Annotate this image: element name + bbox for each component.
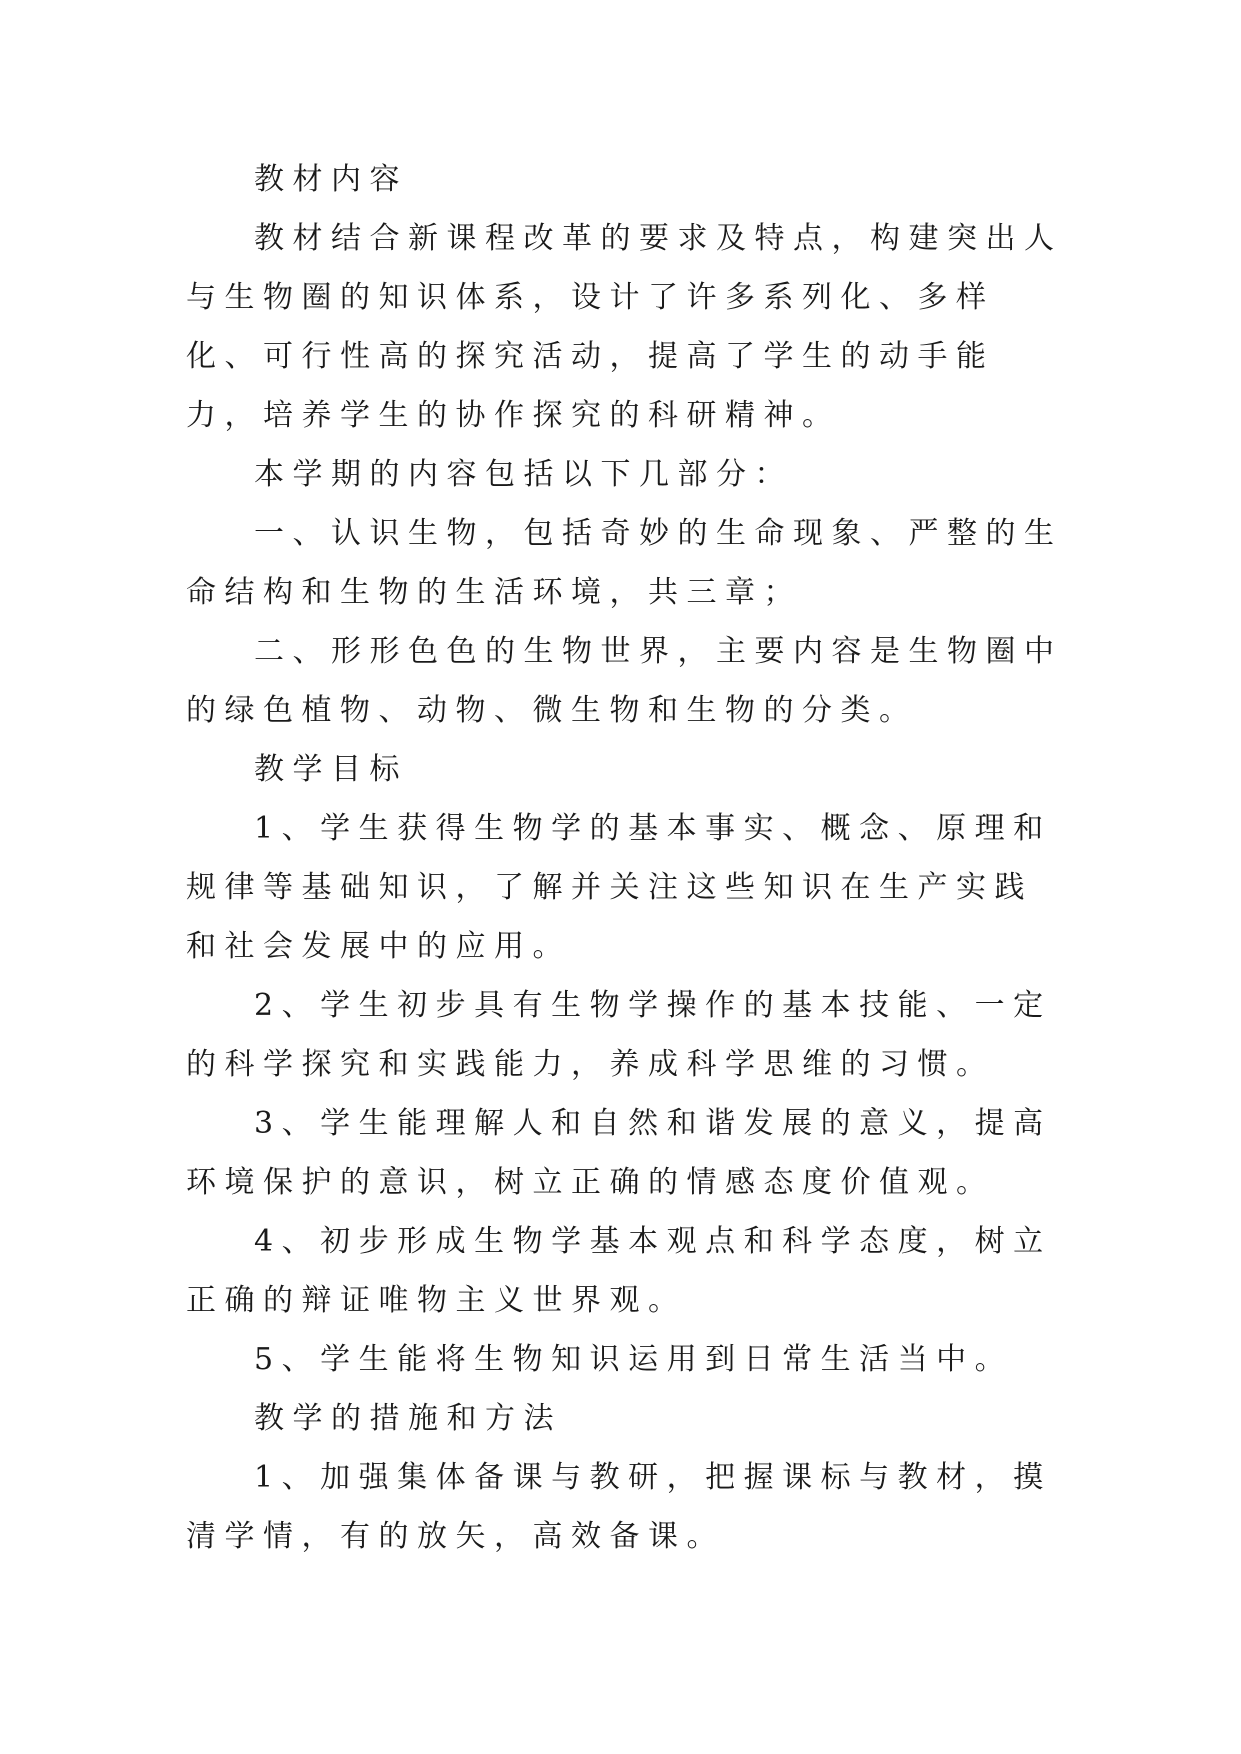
document-page: [186, 150, 1066, 1566]
paragraph-method-1: 1、加强集体备课与教研，把握课标与教材，摸清学情，有的放矢，高效备课。: [186, 1460, 1052, 1554]
paragraph-content-part-2: 二、形形色色的生物世界，主要内容是生物圈中的绿色植物、动物、微生物和生物的分类。: [186, 634, 1063, 728]
section-heading-teaching-methods: 教学的措施和方法: [254, 1401, 562, 1436]
paragraph-goal-1: 1、学生获得生物学的基本事实、概念、原理和规律等基础知识，了解并关注这些知识在生产实践和社会发展中的应用。: [186, 811, 1052, 964]
paragraph-goal-4: 4、初步形成生物学基本观点和科学态度，树立正确的辩证唯物主义世界观。: [186, 1224, 1052, 1318]
section-heading-teaching-goals: 教学目标: [254, 752, 408, 787]
section-heading-textbook-content: 教材内容: [254, 162, 408, 197]
paragraph-content-part-1: 一、认识生物，包括奇妙的生命现象、严整的生命结构和生物的生活环境，共三章；: [186, 516, 1063, 610]
paragraph-semester-content-intro: 本学期的内容包括以下几部分：: [254, 457, 793, 492]
paragraph-goal-5: 5、学生能将生物知识运用到日常生活当中。: [254, 1342, 1014, 1377]
paragraph-textbook-overview: 教材结合新课程改革的要求及特点，构建突出人与生物圈的知识体系，设计了许多系列化、多样化、可行性高的探究活动，提高了学生的动手能力，培养学生的协作探究的科研精神。: [186, 221, 1063, 433]
paragraph-goal-2: 2、学生初步具有生物学操作的基本技能、一定的科学探究和实践能力，养成科学思维的习惯。: [186, 988, 1052, 1082]
paragraph-goal-3: 3、学生能理解人和自然和谐发展的意义，提高环境保护的意识，树立正确的情感态度价值观。: [186, 1106, 1052, 1200]
